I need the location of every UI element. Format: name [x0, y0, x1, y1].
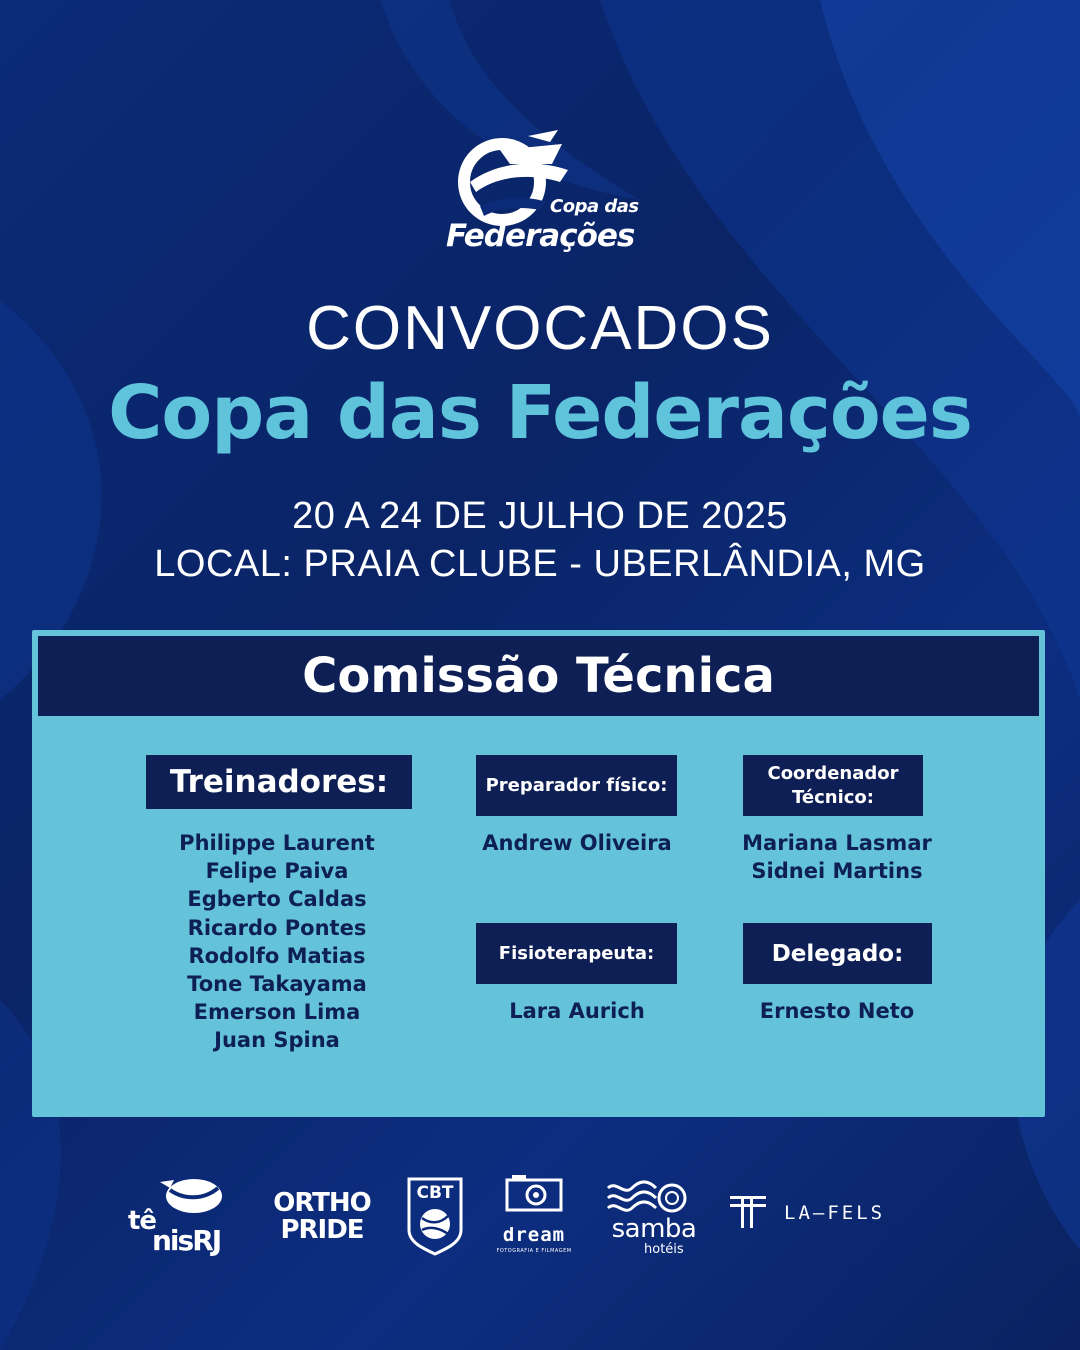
role-box-delegado — [743, 923, 932, 984]
role-box-preparador — [476, 755, 677, 816]
role-label-coordenador-line2: Técnico: — [792, 786, 874, 808]
sponsor-ortho-pride — [264, 1190, 380, 1244]
sponsor-cbt — [406, 1176, 464, 1256]
names-treinadores — [132, 829, 422, 1055]
list-item: Ernesto Neto — [759, 999, 915, 1023]
role-label-delegado: Delegado: — [771, 940, 904, 967]
logo-text-line2: Federações — [446, 218, 635, 254]
samba-sub: hotéis — [644, 1242, 684, 1257]
role-label-treinadores: Treinadores: — [169, 764, 389, 800]
list-item: Sidnei Martins — [751, 859, 923, 884]
list-item: Lara Aurich — [509, 999, 645, 1023]
list-item: Rodolfo Matias — [188, 943, 366, 968]
role-box-coordenador — [743, 755, 923, 816]
sponsor-tenis-rj — [126, 1176, 238, 1260]
technical-committee-panel — [32, 630, 1045, 1117]
tenis-rj-ball-icon — [160, 1176, 224, 1216]
role-box-treinadores — [146, 755, 412, 809]
list-item: Emerson Lima — [193, 1000, 361, 1025]
cbt-text: CBT — [416, 1183, 454, 1203]
list-item: Ricardo Pontes — [187, 915, 367, 940]
role-label-coordenador-line1: Coordenador — [767, 762, 899, 784]
names-fisioterapeuta — [452, 997, 702, 1025]
dream-tagline: FOTOGRAFIA E FILMAGEM — [496, 1248, 572, 1254]
samba-waves-icon — [606, 1176, 690, 1216]
headline: CONVOCADOS — [306, 294, 774, 363]
event-dates: 20 A 24 DE JULHO DE 2025 — [292, 495, 788, 537]
dream-name: dream — [502, 1224, 566, 1246]
sponsor-samba — [604, 1176, 704, 1260]
samba-name: samba — [611, 1214, 697, 1244]
sponsor-dream — [494, 1174, 574, 1258]
list-item: Felipe Paiva — [205, 859, 349, 884]
event-location: LOCAL: PRAIA CLUBE - UBERLÂNDIA, MG — [154, 543, 926, 585]
names-coordenador — [712, 829, 962, 885]
list-item: Egberto Caldas — [187, 887, 367, 912]
list-item: Philippe Laurent — [179, 831, 375, 855]
event-name: Copa das Federações — [108, 370, 972, 456]
panel-title: Comissão Técnica — [302, 648, 775, 704]
logo-text-line1: Copa das — [550, 196, 639, 217]
la-fels-name: LA—FELS — [784, 1202, 886, 1224]
list-item: Tone Takayama — [187, 972, 367, 997]
names-preparador — [452, 829, 702, 857]
camera-icon — [504, 1174, 564, 1214]
panel-header — [38, 636, 1039, 716]
list-item: Mariana Lasmar — [742, 831, 932, 855]
role-label-fisioterapeuta: Fisioterapeuta: — [498, 942, 655, 964]
tenis-rj-bottom: nisRJ — [152, 1224, 221, 1257]
role-box-fisioterapeuta — [476, 923, 677, 984]
role-label-preparador: Preparador físico: — [485, 774, 668, 796]
ortho-pride-line1: ORTHO — [273, 1188, 371, 1218]
tenis-rj-top: tê — [128, 1206, 157, 1236]
list-item: Juan Spina — [214, 1028, 340, 1053]
list-item: Andrew Oliveira — [482, 831, 672, 855]
names-delegado — [712, 997, 962, 1025]
la-fels-mark-icon — [728, 1194, 768, 1230]
sponsor-la-fels — [728, 1194, 950, 1234]
ortho-pride-line2: PRIDE — [280, 1215, 364, 1245]
